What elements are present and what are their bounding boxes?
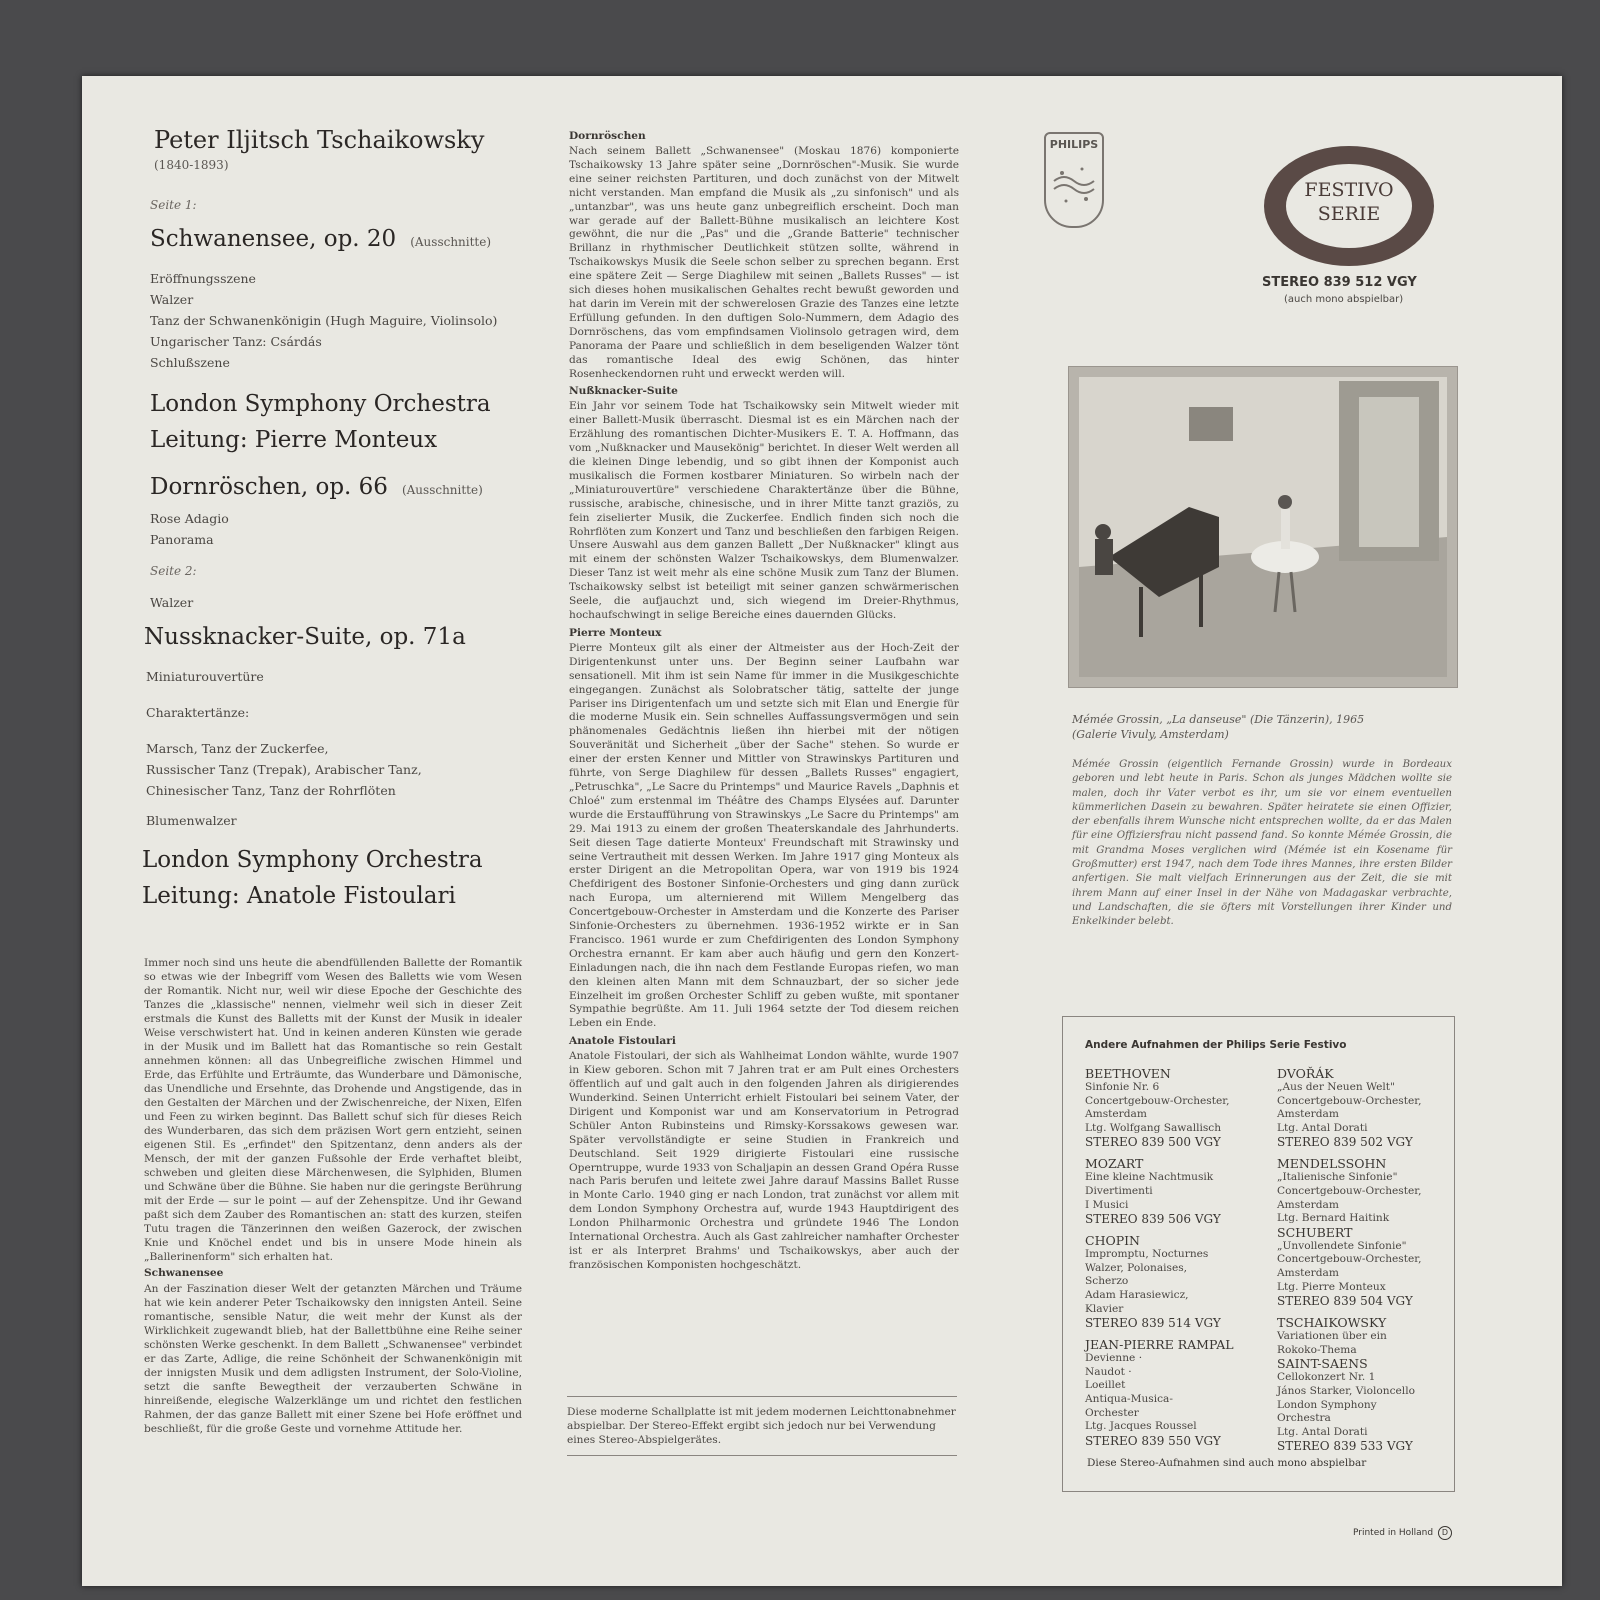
painting-image [1069, 367, 1457, 687]
serie-word: SERIE [1317, 203, 1381, 225]
entry-composer: BEETHOVEN [1085, 1066, 1171, 1081]
work-title: Dornröschen, op. 66 [150, 474, 388, 500]
entry-line: Antiqua-Musica- [1085, 1392, 1173, 1405]
entry-line: Amsterdam [1277, 1108, 1339, 1121]
festivo-serie-logo [1264, 146, 1434, 266]
entry-line: Concertgebouw-Orchester, [1277, 1094, 1422, 1107]
track: Walzer [150, 292, 194, 307]
catalog-entry [1277, 1316, 1467, 1357]
catalog-footer: Diese Stereo-Aufnahmen sind auch mono abspielbar [1087, 1457, 1367, 1469]
catalog-entry [1277, 1067, 1467, 1149]
work-title: Nussknacker-Suite, op. 71a [144, 624, 466, 650]
essay-paragraph: An der Faszination dieser Welt der getanzten Märchen und Träume hat wie kein anderer Peter Tschaikowsky den innigsten Anteil. Seine romantische, sensible Natur, die weit mehr der Kunst als der Wirklichkeit zugewandt blieb, hat der Ballettbühne eine Reihe seiner schönsten Werke geschenkt. In dem Ballett „Schwanensee" verbindet er das Zarte, Adlige, die reine Schönheit der Schwanenkönigin mit der innigsten Musik und dem adligsten Instrument, der Solo-Violine, setzt die sanfte Bewegtheit der verzauberten Schwäne in hinreißende, elegische Walzerklänge um und richtet den festlichen Rahmen, der das ganze Ballett mit einer Szene bei Hofe eröffnet und beschließt, für die große Geste und vornehme Attitude her. [144, 1283, 522, 1435]
catalog-entry [1085, 1157, 1275, 1226]
catalog-entry [1085, 1338, 1275, 1448]
caption-title: Mémée Grossin, „La danseuse" (Die Tänzerin), 1965 [1072, 713, 1365, 726]
catalog-right-column [1277, 1067, 1467, 1461]
philips-wordmark: PHILIPS [1049, 138, 1099, 151]
entry-line: Adam Harasiewicz, [1085, 1288, 1189, 1301]
entry-line: I Musici [1085, 1198, 1129, 1211]
entry-line: Amsterdam [1277, 1198, 1339, 1211]
printed-in-holland [1353, 1526, 1452, 1540]
entry-line: „Italienische Sinfonie" [1277, 1171, 1398, 1184]
essay-paragraph: Anatole Fistoulari, der sich als Wahlheimat London wählte, wurde 1907 in Kiew geboren. Schon mit 7 Jahren trat er am Pult eines Orchesters öffentlich auf und galt auch in den folgenden Jahren als dirigierendes Wunderkind. Seinen Unterricht erhielt Fistoulari bei seinem Vater, der Dirigent und Komponist war und am Konservatorium in Petrograd Schüler Anton Rubinsteins und Rimsky-Korssakows gewesen war. Später vervollständigte er seine Studien in Frankreich und Deutschland. Seit 1929 dirigierte Fistoulari eine russische Operntruppe, wurde 1933 von Schaljapin an dessen Grand Opéra Russe nach Paris berufen und leitete zwei Jahre darauf Massins Ballet Russe in Monte Carlo. 1940 ging er nach London, trat zunächst vor allem mit dem London Symphony Orchestra auf, wurde 1943 Hauptdirigent des London Philharmonic Orchestra und gründete 1946 The London International Orchestra. Auch als Gast zahlreicher namhafter Orchester ist er als Interpret Brahms' und Tschaikowskys, aber auch der französischen Komponisten hochgeschätzt. [569, 1050, 959, 1271]
section-heading: Schwanensee [144, 1267, 224, 1279]
entry-line: Ltg. Pierre Monteux [1277, 1280, 1386, 1293]
catalog-entry [1085, 1234, 1275, 1330]
entry-line: Rokoko-Thema [1277, 1343, 1357, 1356]
essay-middle-column [569, 126, 959, 1276]
entry-number: STEREO 839 533 VGY [1277, 1439, 1413, 1454]
entry-line: Ltg. Wolfgang Sawallisch [1085, 1121, 1222, 1134]
mono-note: (auch mono abspielbar) [1284, 294, 1404, 305]
track: Panorama [150, 532, 214, 547]
entry-line: „Aus der Neuen Welt" [1277, 1081, 1395, 1093]
entry-line: Naudot · [1085, 1365, 1132, 1378]
dance-list [146, 738, 422, 801]
entry-composer: TSCHAIKOWSKY [1277, 1315, 1387, 1331]
work-note: (Ausschnitte) [401, 483, 483, 497]
entry-line: Ltg. Antal Dorati [1277, 1425, 1368, 1438]
entry-line: Walzer, Polonaises, [1085, 1261, 1188, 1274]
track: Eröffnungsszene [150, 271, 256, 286]
section-heading: Anatole Fistoulari [569, 1035, 676, 1048]
entry-line: Orchester [1085, 1406, 1139, 1419]
composer-name: Peter Iljitsch Tschaikowsky [154, 126, 485, 154]
track: Tanz der Schwanenkönigin (Hugh Maguire, Violinsolo) [150, 313, 498, 328]
entry-line: Concertgebouw-Orchester, [1277, 1184, 1422, 1197]
entry-composer: MENDELSSOHN [1277, 1156, 1387, 1172]
festivo-badge [1286, 164, 1412, 248]
work-note: (Ausschnitte) [410, 235, 492, 249]
entry-number: STEREO 839 550 VGY [1085, 1433, 1221, 1448]
track: Marsch, Tanz der Zuckerfee, [146, 741, 329, 756]
dornroeschen-tracklist [150, 508, 229, 550]
cover-painting [1068, 366, 1458, 688]
work-title: Schwanensee, op. 20 [150, 226, 397, 252]
orchestra-name: London Symphony Orchestra [150, 391, 491, 417]
caption-gallery: (Galerie Vivuly, Amsterdam) [1072, 728, 1229, 741]
entry-line: Concertgebouw-Orchester, [1277, 1253, 1422, 1266]
conductor-name: Leitung: Anatole Fistoulari [142, 883, 456, 909]
track: Charaktertänze: [146, 705, 250, 720]
entry-line: London Symphony [1277, 1398, 1377, 1411]
entry-number: STEREO 839 502 VGY [1277, 1135, 1413, 1150]
record-sleeve-back [82, 76, 1562, 1586]
essay-paragraph: Ein Jahr vor seinem Tode hat Tschaikowsky sein Mitwelt wieder mit einer Ballett-Musik überrascht. Diesmal ist es ein Märchen nach der Erzählung des romantischen Dichter-Musikers E. T. A. Hoffmann, das vom „Nußknacker und Mausekönig" berichtet. In dieser Welt werden all die kleinen Dinge lebendig, und so gibt ihnen der Komponist auch musikalisch die Formen kostbarer Miniaturen. So wirbeln nach der „Miniaturouvertüre" verschiedene Charaktertänze über die Bühne, russische, arabische, chinesische, und in ihrer Mitte tanzt graziös, zu fein ziselierter Musik, die Zuckerfee. Endlich finden sich noch die Rohrflöten zum Konzert und Tanz und beschließen den farbigen Reigen. Unsere Auswahl aus dem ganzen Ballett „Der Nußknacker" klingt aus mit einem der schönsten Walzer Tschaikowskys, dem Blumenwalzer. Dieser Tanz ist weit mehr als eine schöne Musik zum Tanz der Blumen. Tschaikowsky selbst ist beteiligt mit seiner ganzen schwärmerischen Seele, die aufjauchzt und, sich wiegend im Dreier-Rhythmus, hochaufschwingt in selige Bereiche eines dauernden Glücks. [569, 400, 959, 621]
entry-composer: DVOŘÁK [1277, 1066, 1334, 1081]
entry-composer: SAINT-SAENS [1277, 1356, 1368, 1372]
artist-bio: Mémée Grossin (eigentlich Fernande Grossin) wurde in Bordeaux geboren und lebt heute in Paris. Schon als junges Mädchen wollte sie malen, doch ihr Vater verbot es ihr, um sie vor einem eventuellen kümmerlichen Dasein zu bewahren. Später heiratete sie einen Offizier, der ebenfalls ihrem Wunsche nicht entsprechen wollte, da er das Malen für eine Offiziersfrau nicht passend fand. So konnte Mémée Grossin, die mit Grandma Moses verglichen wird (Mémée ist ein Kosename für Großmutter) erst 1947, nach dem Tode ihres Mannes, ihre ersten Bilder anfertigen. Sie malt vielfach Erinnerungen aus der Zeit, die sie mit ihrem Mann auf einer Insel in der Nähe von Madagaskar verbrachte, und Landschaften, die sie öfters mit Vorstellungen ihrer Kinder und Enkelkinder belebt. [1072, 759, 1452, 928]
entry-line: Amsterdam [1085, 1108, 1147, 1121]
entry-line: „Unvollendete Sinfonie" [1277, 1239, 1407, 1252]
entry-line: Variationen über ein [1277, 1330, 1387, 1343]
entry-number: STEREO 839 514 VGY [1085, 1316, 1221, 1331]
entry-line: Devienne · [1085, 1352, 1143, 1365]
entry-line: Orchestra [1277, 1412, 1331, 1425]
catalog-entry [1085, 1067, 1275, 1149]
section-heading: Pierre Monteux [569, 626, 662, 639]
printed-text: Printed in Holland [1353, 1528, 1434, 1538]
entry-line: Loeillet [1085, 1379, 1126, 1392]
track: Rose Adagio [150, 511, 229, 526]
entry-line: János Starker, Violoncello [1277, 1384, 1415, 1397]
section-heading: Dornröschen [569, 130, 646, 142]
entry-line: Ltg. Antal Dorati [1277, 1121, 1368, 1134]
performers-side-2 [142, 842, 483, 914]
entry-composer: SCHUBERT [1277, 1224, 1353, 1240]
conductor-name: Leitung: Pierre Monteux [150, 427, 438, 453]
entry-line: Sinfonie Nr. 6 [1085, 1081, 1160, 1093]
side-1-label: Seite 1: [150, 198, 197, 212]
registered-mark-icon: D [1438, 1526, 1452, 1540]
work-schwanensee [150, 226, 491, 252]
entry-composer: MOZART [1085, 1156, 1144, 1172]
orchestra-name: London Symphony Orchestra [142, 847, 483, 873]
entry-composer: CHOPIN [1085, 1233, 1140, 1249]
other-recordings-box [1062, 1016, 1455, 1492]
essay-paragraph: Nach seinem Ballett „Schwanensee" (Moskau 1876) komponierte Tschaikowsky 13 Jahre später seine „Dornröschen"-Musik. Sie wurde eine seiner reichsten Partituren, und doch zunächst von der Mitwelt nicht verstanden. Man empfand die Musik als „zu sinfonisch" und als „untanzbar", was uns heute ganz unbegreiflich erscheint. Doch man war gerade auf der Ballett-Bühne musikalisch an leichtere Kost gewöhnt, die nur die „Pas" und die „Grande Batterie" technischer Brillanz in rhythmischer Deutlichkeit stützen sollte, während in Tschaikowskys Musik die Seele schon selber zu sprechen begann. Erst eine spätere Zeit — Serge Diaghilew mit seinen „Ballets Russes" — ist sich dieses hohen musikalischen Gehaltes recht bewußt geworden und hat darin im Verein mit der schwerelosen Grazie des Tanzes eine letzte Erfüllung gefunden. In den duftigen Solo-Nummern, dem Adagio des Dornröschens, das vom empfindsamen Violinsolo getragen wird, dem Panorama der Paare und schließlich in dem beseligenden Walzer tönt das romantische Ideal des ewig Schönen, das hinter Rosenheckendornen ruht und erweckt werden will. [569, 145, 959, 380]
essay-paragraph: Immer noch sind uns heute die abendfüllenden Ballette der Romantik so etwas wie der Inbegriff vom Wesen des Balletts wie vom Wesen der Romantik. Nicht nur, weil wir diese Epoche der Geschichte des Tanzes die „klassische" nennen, vielmehr weil sich in dieser Zeit erstmals die Kunst des Balletts mit der Kunst der Musik in idealer Weise verschwistert hat. Und in keinen anderen Künsten wie gerade in der Musik und im Ballett hat das Romantische so rein Gestalt annehmen können: all das Unbegreifliche zwischen Himmel und Erde, das Erfühlte und Erträumte, das Wunderbare und Dämonische, das Unendliche und Ersehnte, das Drohende und Angstigende, das in den Gestalten der Märchen und der Zwischenreiche, der Nixen, Elfen und Feen zu wirken beginnt. Das Ballett schuf sich für dieses Reich des Wunderbaren, das sich dem präzisen Wort gern entzieht, seinen eigenen Stil. Es „erfindet" den Spitzentanz, denn anders als der Mensch, der mit der ganzen Fußsohle der Erde verhaftet bleibt, schweben und gleiten diese Märchenwesen, die Sylphiden, Blumen und Schwäne über die Bühne. Sie haben nur die geringste Berührung mit der Erde — sur le point — auf der Zehenspitze. Und ihr Gewand paßt sich dem Zauber des Romantischen an: statt des kurzen, steifen Tutu tragen die Tänzerinnen den weißen Gazerock, der zwischen Knie und Knöchel endet und bis in unsere Mode hinein als „Ballerinenform" sich erhalten hat. [144, 957, 522, 1263]
work-nussknacker [144, 624, 466, 650]
track: Schlußszene [150, 355, 230, 370]
essay-intro [144, 956, 522, 1438]
philips-logo [1044, 132, 1104, 228]
entry-line: Ltg. Bernard Haitink [1277, 1212, 1390, 1225]
composer-dates: (1840-1893) [154, 158, 229, 172]
track: Ungarischer Tanz: Csárdás [150, 334, 322, 349]
catalog-entry [1277, 1226, 1467, 1308]
painting-caption [1072, 712, 1452, 742]
track: Russischer Tanz (Trepak), Arabischer Tanz, [146, 762, 422, 777]
entry-line: Concertgebouw-Orchester, [1085, 1094, 1230, 1107]
track: Miniaturouvertüre [146, 669, 264, 684]
essay-paragraph: Pierre Monteux gilt als einer der Altmeister aus der Hoch-Zeit der Dirigentenkunst unter uns. Der Beginn seiner Laufbahn war sensationell. Mit ihm ist sein Name für immer in die Musikgeschichte eingegangen. Zunächst als Solobratscher tätig, sattelte der junge Pariser ins Dirigentenfach um und setzte sich mit Elan und Energie für die moderne Musik ein. Sein schnelles Auffassungsvermögen und sein phänomenales Gedächtnis ließen ihn hierbei mit der nötigen Souveränität und Sicherheit „über der Sache" stehen. So wurde er einer der ersten Kenner und Mittler von Strawinskys Partituren und führte, von Serge Diaghilew für dessen „Ballets Russes" engagiert, „Petruschka", „Le Sacre du Printemps" und Maurice Ravels „Daphnis et Chloé" zum erstenmal im Théâtre des Champs Elysées auf. Darunter wurde die Erstaufführung von Strawinskys „Le Sacre du Printemps" am 29. Mai 1913 zu einem der großen Theaterskandale des Jahrhunderts. Seit diesen Tage datierte Monteux' Freundschaft mit Strawinsky und seine Vertrautheit mit dessen Werken. Im Jahre 1917 ging Monteux als erster Dirigent an die Metropolitan Opera, war von 1919 bis 1924 Chefdirigent des Bostoner Sinfonie-Orchesters und ging dann zurück nach Europa, um alternierend mit Willem Mengelberg das Concertgebouw-Orchester in Amsterdam und die Konzerte des Pariser Sinfonie-Orchesters zu übernehmen. 1936-1952 wirkte er in San Francisco. 1961 wurde er zum Chefdirigenten des London Symphony Orchestra ernannt. Er kam aber auch häufig und gern den Konzert-Einladungen nach, die ihn nach dem Festlande Europas riefen, wo man den kleinen alten Mann mit dem Schnauzbart, der so sicher jede Einzelheit im großen Orchester Schliff zu geben wußte, mit spontaner Sympathie begrüßte. Am 11. Juli 1964 setzte der Tod diesem reichen Leben ein Ende. [569, 641, 959, 1030]
entry-line: Klavier [1085, 1302, 1124, 1315]
catalog-number: STEREO 839 512 VGY [1262, 275, 1417, 290]
track: Walzer [150, 595, 194, 610]
entry-line: Ltg. Jacques Roussel [1085, 1420, 1197, 1433]
entry-line: Eine kleine Nachtmusik [1085, 1171, 1214, 1184]
schwanensee-tracklist [150, 268, 497, 373]
entry-line: Impromptu, Nocturnes [1085, 1248, 1209, 1261]
festivo-word: FESTIVO [1304, 179, 1394, 201]
stereo-notice: Diese moderne Schallplatte ist mit jedem modernen Leichttonabnehmer abspielbar. Der Stereo-Effekt ergibt sich jedoch nur bei Verwendung eines Stereo-Abspielgerätes. [567, 1396, 957, 1456]
track: Chinesischer Tanz, Tanz der Rohrflöten [146, 783, 396, 798]
catalog-title: Andere Aufnahmen der Philips Serie Festivo [1085, 1039, 1347, 1051]
entry-number: STEREO 839 506 VGY [1085, 1212, 1221, 1227]
catalog-left-column [1085, 1067, 1275, 1456]
section-heading: Nußknacker-Suite [569, 385, 678, 398]
performers-side-1 [150, 386, 491, 458]
philips-shield-icon [1046, 151, 1102, 221]
work-dornroeschen [150, 474, 483, 500]
entry-number: STEREO 839 500 VGY [1085, 1135, 1221, 1150]
catalog-entry [1277, 1357, 1467, 1453]
entry-line: Scherzo [1085, 1275, 1129, 1288]
entry-number: STEREO 839 504 VGY [1277, 1294, 1413, 1309]
entry-line: Amsterdam [1277, 1266, 1339, 1279]
entry-composer: JEAN-PIERRE RAMPAL [1085, 1337, 1234, 1353]
catalog-entry [1277, 1157, 1467, 1225]
side-2-label: Seite 2: [150, 564, 197, 578]
entry-line: Cellokonzert Nr. 1 [1277, 1371, 1376, 1384]
track: Blumenwalzer [146, 813, 237, 828]
entry-line: Divertimenti [1085, 1184, 1153, 1197]
